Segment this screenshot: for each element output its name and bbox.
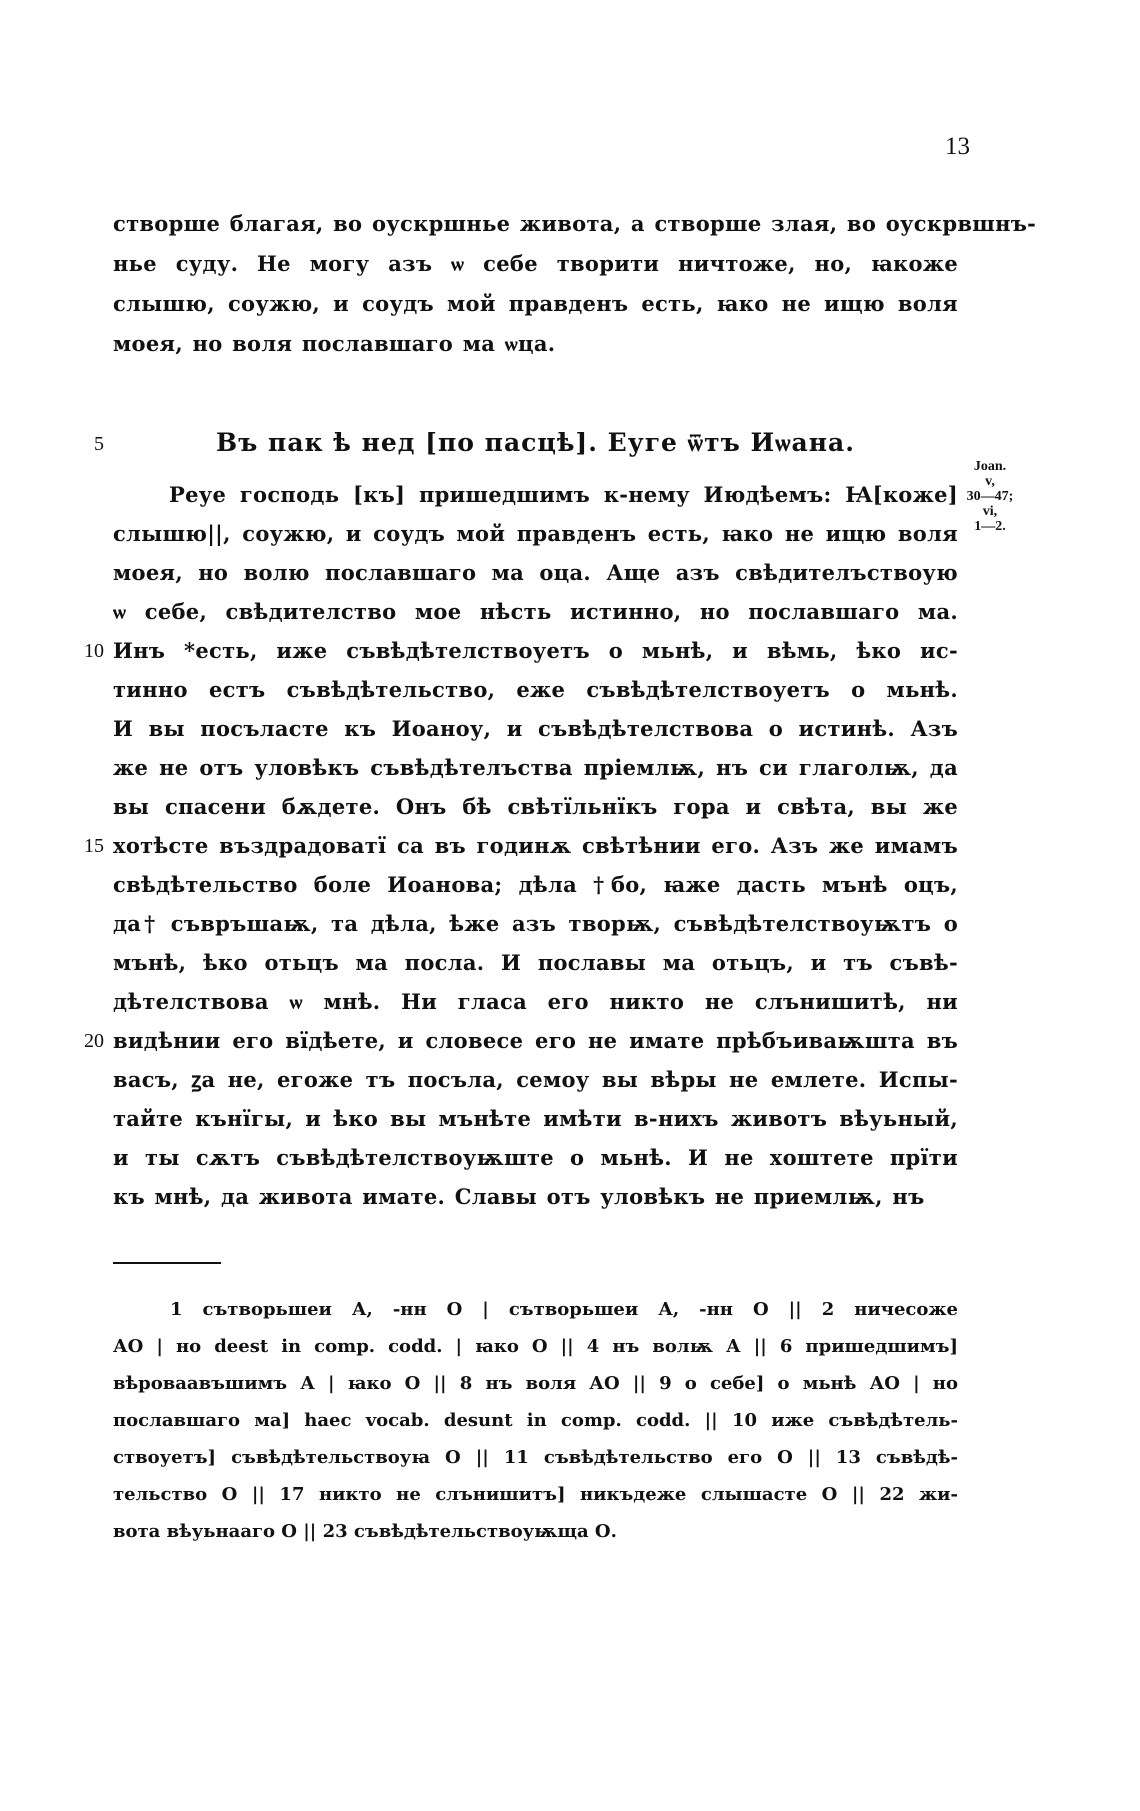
text-line: нье суду. Не могу азъ ѡ себе творити ничтоже, но, ꙗкоже <box>113 251 958 276</box>
text-line: и ты сѫтъ съвѣдѣтелствоуѭште о мьнѣ. И не хоштете прїти <box>113 1145 958 1170</box>
text-line: къ мнѣ, да живота имате. Славы отъ уловѣкъ не приемлѭ, нъ <box>113 1184 925 1209</box>
footnote-line: АО | но deest in comp. codd. | ꙗко О || 4 нъ волѭ А || 6 пришедшимъ] <box>113 1336 958 1357</box>
text-line: мънѣ, ѣко отьцъ ма посла. И пославы ма отьцъ, и тъ съвѣ- <box>113 950 958 975</box>
line-number-10: 10 <box>84 640 104 662</box>
footnote-line: тельство О || 17 никто не слънишитъ] никъдеже слышасте О || 22 жи- <box>113 1484 958 1505</box>
margin-ref-line: vi, <box>982 504 998 519</box>
text-line: дѣтелствова ѡ мнѣ. Ни гласа его никто не слънишитѣ, ни <box>113 989 958 1014</box>
margin-ref-line: 30—47; <box>966 489 1014 504</box>
text-line: видѣнии его вїдѣете, и словесе его не имате прѣбъиваѭшта въ <box>113 1028 958 1053</box>
margin-ref-line: Joan. <box>973 459 1007 474</box>
footnote-line: 1 сътворьшеи А, -нн О | сътворьшеи А, -нн О || 2 ничесоже <box>170 1299 958 1320</box>
line-number-20: 20 <box>84 1030 104 1052</box>
footnote-line: ствоуетъ] съвѣдѣтельствоуꙗ О || 11 съвѣдѣтельство его О || 13 съвѣдѣ- <box>113 1447 958 1468</box>
footnote-line: пославшаго ма] haec vocab. desunt in comp. codd. || 10 иже съвѣдѣтель- <box>113 1410 958 1431</box>
text-line: И вы посъласте къ Иоаноу, и съвѣдѣтелствова о истинѣ. Азъ <box>113 716 958 741</box>
text-line: же не отъ уловѣкъ съвѣдѣтелъства пріемлѭ, нъ си глаголѭ, да <box>113 755 958 780</box>
line-number-5: 5 <box>94 433 104 455</box>
text-line: вы спасени бѫдете. Онъ бѣ свѣтїльнїкъ гора и свѣта, вы же <box>113 794 958 819</box>
text-line: ѡ себе, свѣдителство мое нѣсть истинно, но пославшаго ма. <box>113 599 958 624</box>
footnote-divider <box>113 1262 221 1264</box>
page-number: 13 <box>945 133 970 160</box>
line-number-15: 15 <box>84 835 104 857</box>
text-line: тайте кънїгы, и ѣко вы мънѣте имѣти в-нихъ животъ вѣуьный, <box>113 1106 958 1131</box>
text-line: тинно естъ съвѣдѣтельство, еже съвѣдѣтелствоуетъ о мьнѣ. <box>113 677 958 702</box>
text-line: Реуе господь [къ] пришедшимъ к-нему Июдѣемъ: Ꙗ[коже] <box>169 482 958 507</box>
footnote-line: вота вѣуьнааго О || 23 съвѣдѣтельствоуѭща О. <box>113 1521 617 1542</box>
text-line: свѣдѣтельство боле Иоанова; дѣла †бо, ꙗже дасть мънѣ оцъ, <box>113 872 958 897</box>
margin-ref-line: 1—2. <box>974 519 1006 534</box>
text-line: хотѣсте въздрадоватї са въ годинѫ свѣтѣнии его. Азъ же имамъ <box>113 833 958 858</box>
text-line: моея, но воля пославшаго ма ѡца. <box>113 331 556 356</box>
text-line: васъ, ꙁа не, егоже тъ посъла, семоу вы вѣры не емлете. Испы- <box>113 1067 958 1092</box>
text-line: слышю, соужю, и соудъ мой правденъ есть, ꙗко не ищю воля <box>113 291 958 316</box>
text-line: створше благая, во оускршнье живота, а створше злая, во оускрвшнъ- <box>113 211 1037 236</box>
footnote-line: вѣроваавъшимъ А | ꙗко О || 8 нъ воля АО || 9 о себе] о мьнѣ АО | но <box>113 1373 958 1394</box>
text-line: да† съвръшаѭ, та дѣла, ѣже азъ творѭ, съвѣдѣтелствоуѭтъ о <box>113 911 958 936</box>
section-heading: Въ пак ѣ нед [по пасцѣ]. Еуге ѿтъ Иѡана. <box>216 428 855 457</box>
text-line: Инъ *есть, иже съвѣдѣтелствоуетъ о мьнѣ, и вѣмь, ѣко ис- <box>113 638 958 663</box>
margin-reference <box>962 459 1018 534</box>
text-line: моея, но волю пославшаго ма оца. Аще азъ свѣдителъствоую <box>113 560 958 585</box>
text-line: слышю||, соужю, и соудъ мой правденъ есть, ꙗко не ищю воля <box>113 521 958 546</box>
margin-ref-line: v, <box>985 474 995 489</box>
